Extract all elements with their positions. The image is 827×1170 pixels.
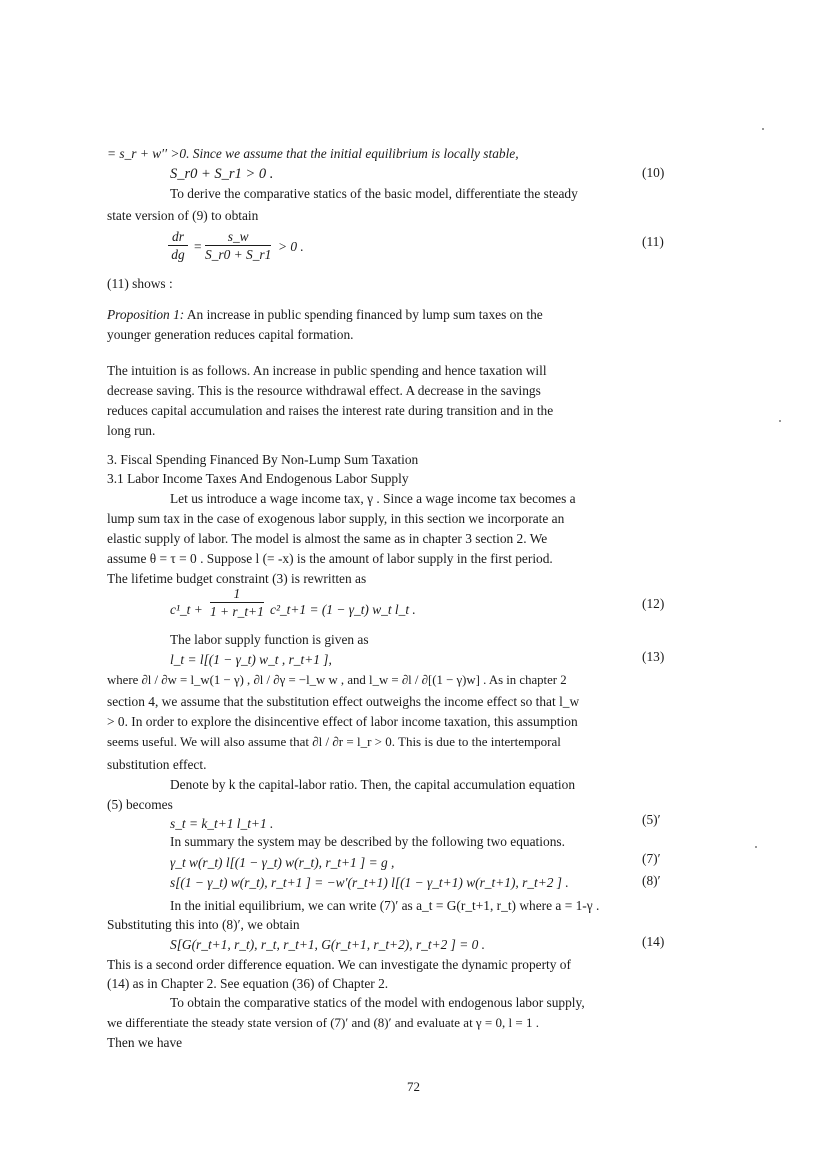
equals-sign: = — [194, 239, 202, 254]
text-line: reduces capital accumulation and raises the interest rate during transition and in the — [107, 403, 554, 418]
equation-number: (12) — [642, 596, 665, 611]
equation-12-right: c²_t+1 = (1 − γ_t) w_t l_t . — [270, 602, 416, 617]
equation-number: (5)′ — [642, 812, 661, 827]
equation-11-rhs — [205, 230, 271, 262]
text-line: The labor supply function is given as — [170, 632, 369, 647]
text-line: Substituting this into (8)′, we obtain — [107, 917, 300, 932]
equation-7-prime: γ_t w(r_t) l[(1 − γ_t) w(r_t), r_t+1 ] = g , — [170, 855, 395, 870]
text-line: we differentiate the steady state version of (7)′ and (8)′ and evaluate at γ = 0, l = 1 . — [107, 1015, 539, 1030]
fraction-denominator: S_r0 + S_r1 — [205, 247, 272, 263]
fraction-bar — [205, 245, 271, 246]
text-line: younger generation reduces capital formation. — [107, 327, 354, 342]
equation-8-prime: s[(1 − γ_t) w(r_t), r_t+1 ] = −w′(r_t+1) l[(1 − γ_t+1) w(r_t+1), r_t+2 ] . — [170, 875, 569, 890]
equation-13: l_t = l[(1 − γ_t) w_t , r_t+1 ], — [170, 652, 332, 667]
fraction-numerator: s_w — [227, 229, 249, 244]
text-line: > 0. In order to explore the disincentive effect of labor income taxation, this assumption — [107, 714, 578, 729]
equation-number: (8)′ — [642, 873, 661, 888]
text-line: The intuition is as follows. An increase in public spending and hence taxation will — [107, 363, 547, 378]
scan-speck — [755, 846, 757, 848]
text-line: In summary the system may be described by the following two equations. — [170, 834, 565, 849]
equation-14: S[G(r_t+1, r_t), r_t, r_t+1, G(r_t+1, r_t+2), r_t+2 ] = 0 . — [170, 937, 485, 952]
text-line: The lifetime budget constraint (3) is rewritten as — [107, 571, 367, 586]
text-line: Let us introduce a wage income tax, γ . Since a wage income tax becomes a — [170, 491, 576, 506]
text-line: assume θ = τ = 0 . Suppose l (= -x) is the amount of labor supply in the first period. — [107, 551, 553, 566]
scan-speck — [779, 420, 781, 422]
equation-number: (10) — [642, 165, 665, 180]
section-heading: 3. Fiscal Spending Financed By Non-Lump Sum Taxation — [107, 452, 419, 467]
subsection-heading: 3.1 Labor Income Taxes And Endogenous Labor Supply — [107, 471, 409, 486]
fraction-denominator: dg — [171, 247, 185, 263]
equation-5-prime: s_t = k_t+1 l_t+1 . — [170, 816, 274, 831]
text-line: To obtain the comparative statics of the model with endogenous labor supply, — [170, 995, 585, 1010]
text-line: Then we have — [107, 1035, 183, 1050]
text-line: To derive the comparative statics of the basic model, differentiate the steady — [170, 186, 578, 201]
text-line: substitution effect. — [107, 757, 207, 772]
equation-number: (13) — [642, 649, 665, 664]
equation-12-left: c¹_t + — [170, 602, 203, 617]
fraction-bar — [210, 602, 264, 603]
fraction-numerator: dr — [172, 229, 184, 244]
text-line: (14) as in Chapter 2. See equation (36) of Chapter 2. — [107, 976, 389, 991]
text-line: seems useful. We will also assume that ∂l / ∂r = l_r > 0. This is due to the intertemporal — [107, 734, 561, 749]
proposition-line — [107, 308, 543, 321]
fraction-bar — [168, 245, 188, 246]
text-line: long run. — [107, 423, 156, 438]
equation-number: (11) — [642, 234, 664, 249]
equation-number: (7)′ — [642, 851, 661, 866]
equation-11-tail: > 0 . — [278, 239, 304, 254]
proposition-text: An increase in public spending financed by lump sum taxes on the — [184, 307, 543, 322]
text-line: In the initial equilibrium, we can write (7)′ as a_t = G(r_t+1, r_t) where a = 1-γ . — [170, 898, 600, 913]
text-line: elastic supply of labor. The model is almost the same as in chapter 3 section 2. We — [107, 531, 548, 546]
text-line: Denote by k the capital-labor ratio. Then, the capital accumulation equation — [170, 777, 576, 792]
proposition-label: Proposition 1: — [107, 307, 185, 322]
equation-10: S_r0 + S_r1 > 0 . — [170, 166, 274, 182]
text-line: This is a second order difference equation. We can investigate the dynamic property of — [107, 957, 571, 972]
fraction-denominator: 1 + r_t+1 — [210, 604, 264, 620]
text-line: lump sum tax in the case of exogenous labor supply, in this section we incorporate an — [107, 511, 565, 526]
text-line: = s_r + w′′ >0. Since we assume that the initial equilibrium is locally stable, — [107, 146, 519, 161]
text-line: (5) becomes — [107, 797, 173, 812]
text-line: decrease saving. This is the resource withdrawal effect. A decrease in the savings — [107, 383, 541, 398]
equation-12-fraction — [210, 587, 264, 619]
equation-11-lhs — [168, 230, 188, 262]
equation-number: (14) — [642, 934, 665, 949]
fraction-numerator: 1 — [233, 586, 241, 601]
text-line: section 4, we assume that the substitution effect outweighs the income effect so that l_w — [107, 694, 580, 709]
scan-speck — [762, 128, 764, 130]
text-line: (11) shows : — [107, 276, 173, 291]
page-number: 72 — [407, 1079, 420, 1094]
text-line: where ∂l / ∂w = l_w(1 − γ) , ∂l / ∂γ = −l_w w , and l_w = ∂l / ∂[(1 − γ)w] . As in chapter 2 — [107, 673, 567, 687]
text-line: state version of (9) to obtain — [107, 208, 259, 223]
